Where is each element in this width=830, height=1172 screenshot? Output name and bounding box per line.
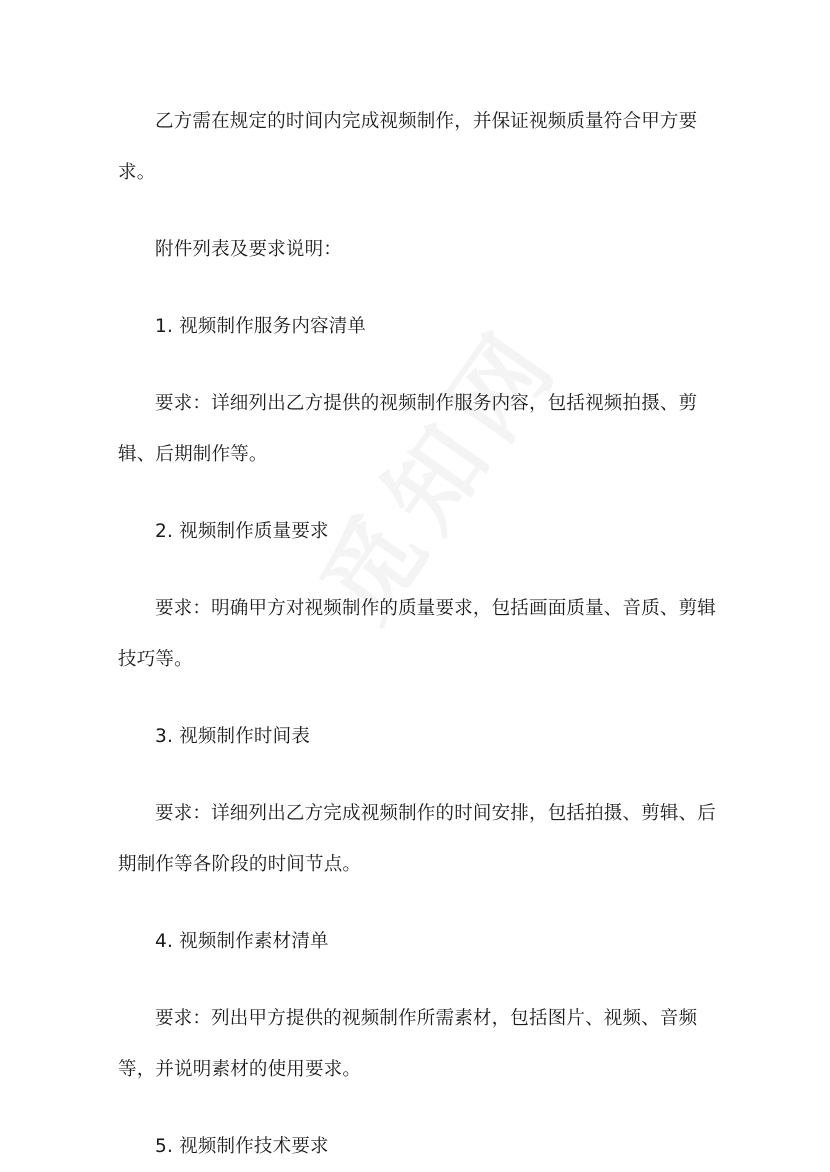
paragraph-completion-requirement: 乙方需在规定的时间内完成视频制作，并保证视频质量符合甲方要求。 xyxy=(118,111,698,183)
item-5-heading: 5. 视频制作技术要求 xyxy=(155,1136,329,1157)
item-4-heading: 4. 视频制作素材清单 xyxy=(155,931,329,952)
paragraph-attachment-list-heading: 附件列表及要求说明： xyxy=(155,239,343,260)
item-2-requirement: 要求：明确甲方对视频制作的质量要求，包括画面质量、音质、剪辑技巧等。 xyxy=(118,598,717,670)
document-body xyxy=(118,96,718,1172)
item-2-heading: 2. 视频制作质量要求 xyxy=(155,521,329,542)
item-4-requirement: 要求：列出甲方提供的视频制作所需素材，包括图片、视频、音频等，并说明素材的使用要求。 xyxy=(118,1008,698,1080)
item-1-heading: 1. 视频制作服务内容清单 xyxy=(155,316,367,337)
item-3-requirement: 要求：详细列出乙方完成视频制作的时间安排，包括拍摄、剪辑、后期制作等各阶段的时间节点。 xyxy=(118,803,717,875)
item-3-heading: 3. 视频制作时间表 xyxy=(155,726,311,747)
item-1-requirement: 要求：详细列出乙方提供的视频制作服务内容，包括视频拍摄、剪辑、后期制作等。 xyxy=(118,393,698,465)
